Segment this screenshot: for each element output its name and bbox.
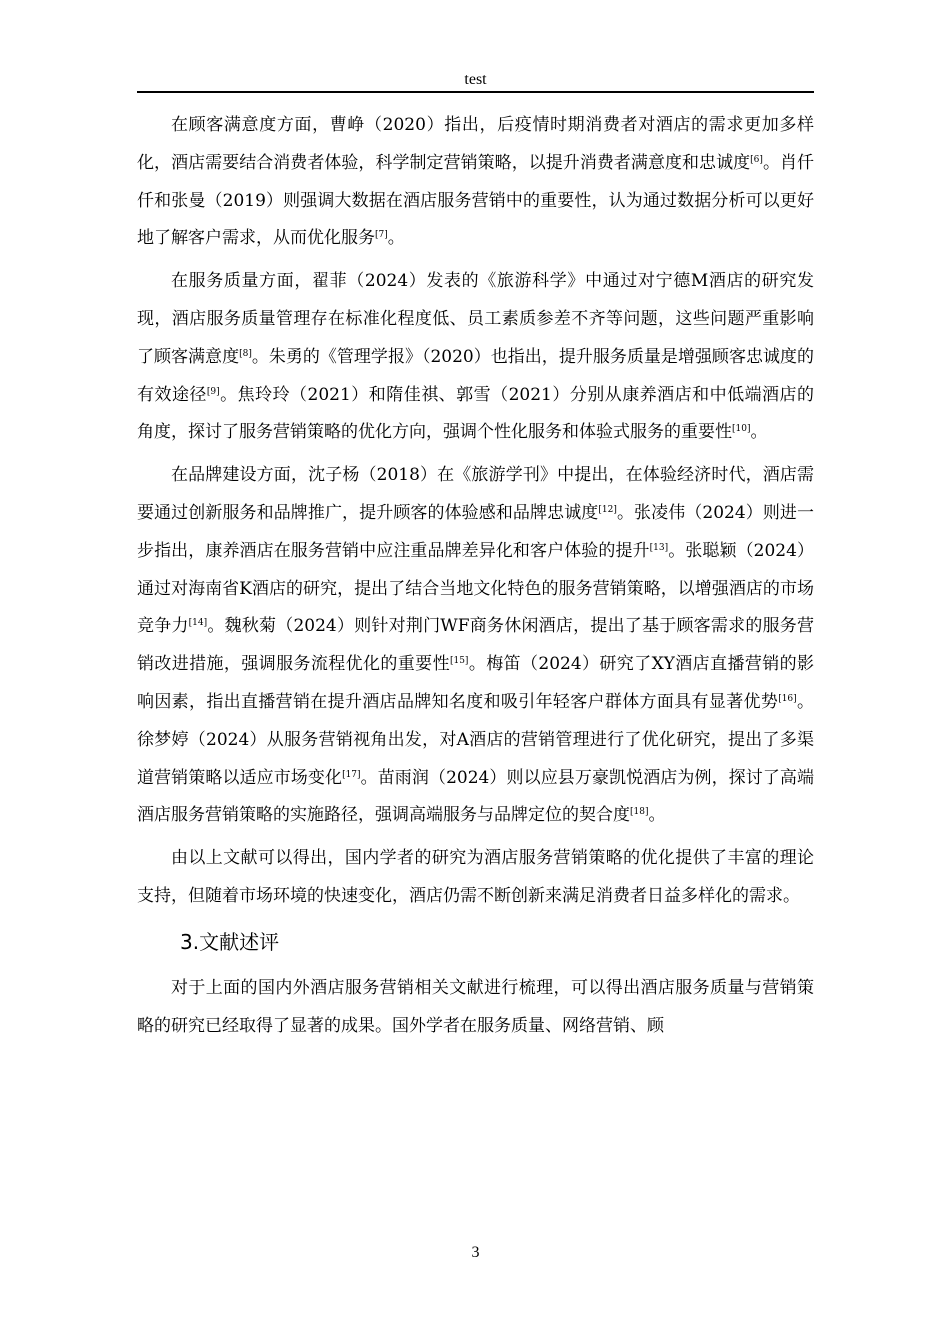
paragraph-text: 。 [648, 805, 666, 826]
citation-ref: [12] [598, 504, 617, 515]
paragraph-text: 。焦玲玲（2021）和隋佳祺、郭雪（2021）分别从康养酒店和中低端酒店的角度，探讨了服务营销策略的优化方向，强调个性化服务和体验式服务的重要性 [137, 384, 815, 443]
paragraph-text: 。张聪颖（2024）通过对海南省K酒店的研究，提出了结合当地文化特色的服务营销策略，以增强酒店的市场竞争力 [137, 540, 815, 637]
paragraph-customer-satisfaction [137, 107, 814, 258]
citation-ref: [9] [206, 386, 220, 397]
paragraph-text: 。徐梦婷（2024）从服务营销视角出发，对A酒店的营销管理进行了优化研究，提出了多渠道营销策略以适应市场变化 [137, 691, 815, 788]
citation-ref: [14] [188, 618, 208, 629]
header-rule [137, 91, 814, 93]
page-header: test [464, 71, 487, 88]
paragraph-text: 。魏秋菊（2024）则针对荆门WF商务休闲酒店，提出了基于顾客需求的服务营销改进措施，强调服务流程优化的重要性 [137, 616, 815, 675]
paragraph-summary [137, 840, 814, 916]
citation-ref: [13] [649, 542, 669, 553]
paragraph-text: 。张凌伟（2024）则进一步指出，康养酒店在服务营销中应注重品牌差异化和客户体验的提升 [137, 502, 815, 561]
citation-ref: [16] [778, 693, 797, 704]
citation-ref: [17] [342, 769, 361, 780]
citation-ref: [8] [239, 348, 252, 359]
citation-ref: [7] [375, 230, 388, 241]
page-number: 3 [471, 1244, 480, 1261]
paragraph-text: 。肖仟仟和张曼（2019）则强调大数据在酒店服务营销中的重要性，认为通过数据分析可以更好地了解客户需求，从而优化服务 [137, 152, 815, 249]
paragraph-text: 。 [387, 228, 405, 249]
citation-ref: [18] [630, 807, 649, 818]
citation-ref: [10] [732, 424, 751, 435]
citation-ref: [15] [449, 656, 469, 667]
paragraph-text: 。 [750, 422, 768, 443]
paragraph-text: 。苗雨润（2024）则以应县万豪凯悦酒店为例，探讨了高端酒店服务营销策略的实施路径，强调高端服务与品牌定位的契合度 [137, 767, 815, 826]
paragraph-text: 在服务质量方面，翟菲（2024）发表的《旅游科学》中通过对宁德M酒店的研究发现，酒店服务质量管理存在标准化程度低、员工素质参差不齐等问题，这些问题严重影响了顾客满意度 [137, 271, 814, 367]
citation-ref: [6] [750, 154, 763, 165]
paragraph-service-quality [137, 263, 814, 452]
paragraph-brand-building [137, 457, 814, 835]
body-text [137, 107, 814, 1045]
paragraph-text: 在顾客满意度方面，曹峥（2020）指出，后疫情时期消费者对酒店的需求更加多样化，酒店需要结合消费者体验，科学制定营销策略，以提升消费者满意度和忠诚度 [137, 115, 814, 173]
section-heading: 3.文献述评 [180, 929, 280, 954]
paragraph-text: 由以上文献可以得出，国内学者的研究为酒店服务营销策略的优化提供了丰富的理论支持，但随着市场环境的快速变化，酒店仍需不断创新来满足消费者日益多样化的需求。 [137, 848, 814, 906]
paragraph-text: 在品牌建设方面，沈子杨（2018）在《旅游学刊》中提出，在体验经济时代，酒店需要通过创新服务和品牌推广，提升顾客的体验感和品牌忠诚度 [137, 465, 814, 523]
paragraph-literature-review: 对于上面的国内外酒店服务营销相关文献进行梳理，可以得出酒店服务质量与营销策略的研究已经取得了显著的成果。国外学者在服务质量、网络营销、顾 [137, 977, 814, 1036]
paragraph-text: 。梅笛（2024）研究了XY酒店直播营销的影响因素，指出直播营销在提升酒店品牌知名度和吸引年轻客户群体方面具有显著优势 [137, 654, 815, 712]
paragraph-text: 。朱勇的《管理学报》（2020）也指出，提升服务质量是增强顾客忠诚度的有效途径 [137, 346, 814, 405]
